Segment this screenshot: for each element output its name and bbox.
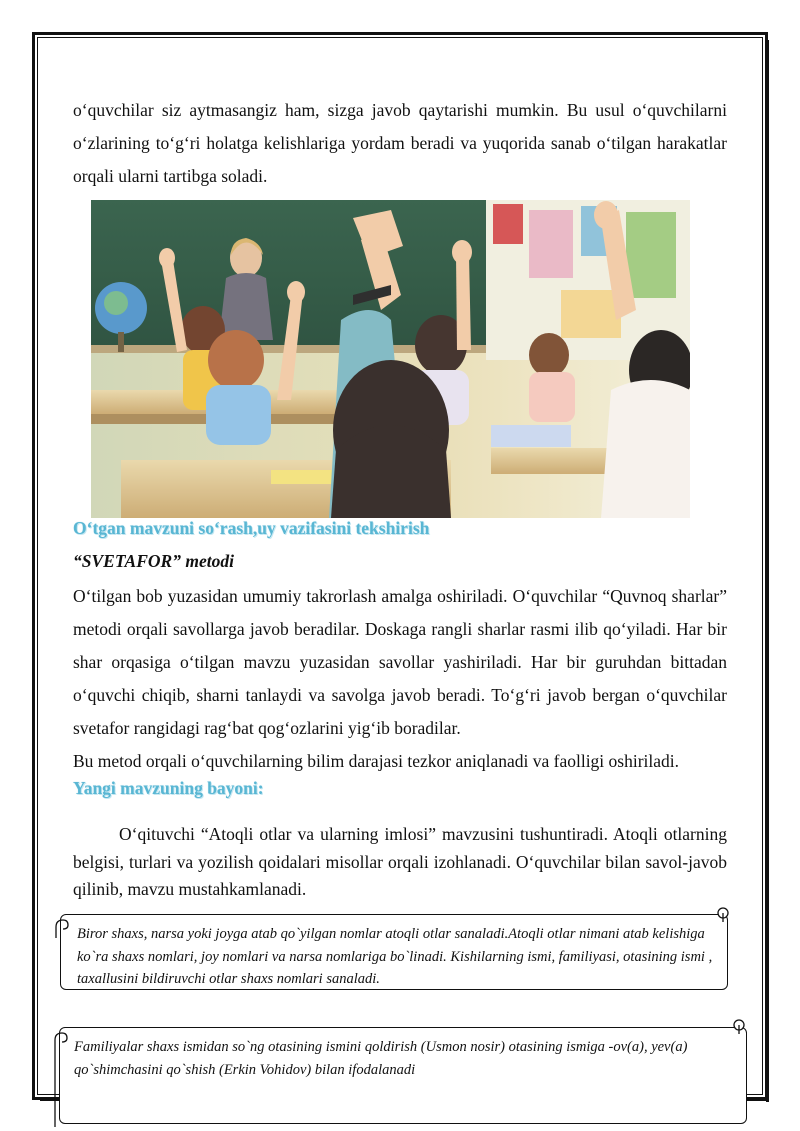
- new-topic-heading: Yangi mavzuning bayoni:: [73, 778, 264, 798]
- scroll-curl-icon: [714, 906, 732, 924]
- note-scroll-2: [59, 1027, 747, 1124]
- intro-paragraph: o‘quvchilar siz aytmasangiz ham, sizga javob qaytarishi mumkin. Bu usul o‘quvchilarni o‘zlarining to‘g‘ri holatga kelishlariga yordam beradi va yuqorida sanab o‘tilgan harakatlar orqali ularni tartibga soladi.: [73, 100, 727, 186]
- page-border-shadow-right: [766, 40, 769, 1102]
- svetafor-result-paragraph: Bu metod orqali o‘quvchilarning bilim darajasi tezkor aniqlanadi va faolligi oshiriladi.: [73, 751, 680, 771]
- note-text-2: Familiyalar shaxs ismidan so`ng otasining ismini qoldirish (Usmon nosir) otasining ismiga -ov(a), yev(a) qo`shimchasini qo`shish (Erkin Vohidov) bilan ifodalanadi: [74, 1039, 688, 1078]
- review-heading: O‘tgan mavzuni so‘rash,uy vazifasini tekshirish: [73, 518, 430, 538]
- note-text-1: Biror shaxs, narsa yoki joyga atab qo`yilgan nomlar atoqli otlar sanaladi.Atoqli otlar nimani atab kelishiga ko`ra shaxs nomlari, joy nomlari va narsa nomlariga bo`linadi. Kishilarning ismi, familiyasi, otasining ismi , taxallusini bildiruvchi otlar shaxs nomlari sanaladi.: [77, 926, 713, 987]
- note-scroll-1: [60, 914, 728, 990]
- method-title: “SVETAFOR” metodi: [73, 551, 234, 571]
- scroll-curl-icon: [54, 918, 72, 940]
- svetafor-paragraph: O‘tilgan bob yuzasidan umumiy takrorlash amalga oshiriladi. O‘quvchilar “Quvnoq sharlar” metodi orqali savollarga javob beradilar. Doskaga rangli sharlar rasmi ilib qo‘yiladi. Har bir shar orqasiga o‘tilgan mavzu yuzasidan savollar yashiriladi. Har bir guruhdan bittadan o‘quvchi chiqib, sharni tanlaydi va savolga javob beradi. To‘g‘ri javob bergan o‘quvchilar svetafor rangidagi rag‘bat qog‘ozlarini yig‘ib boradilar.: [73, 586, 727, 738]
- teacher-explanation-paragraph: O‘qituvchi “Atoqli otlar va ularning imlosi” mavzusini tushuntiradi. Atoqli otlarning belgisi, turlari va yozilish qoidalari misollar orqali izohlanadi. O‘quvchilar bilan savol-javob qilinib, mavzu mustahkamlanadi.: [73, 824, 727, 899]
- scroll-curl-icon: [730, 1018, 748, 1036]
- classroom-photo: [91, 200, 690, 518]
- scroll-curl-icon: [52, 1031, 72, 1129]
